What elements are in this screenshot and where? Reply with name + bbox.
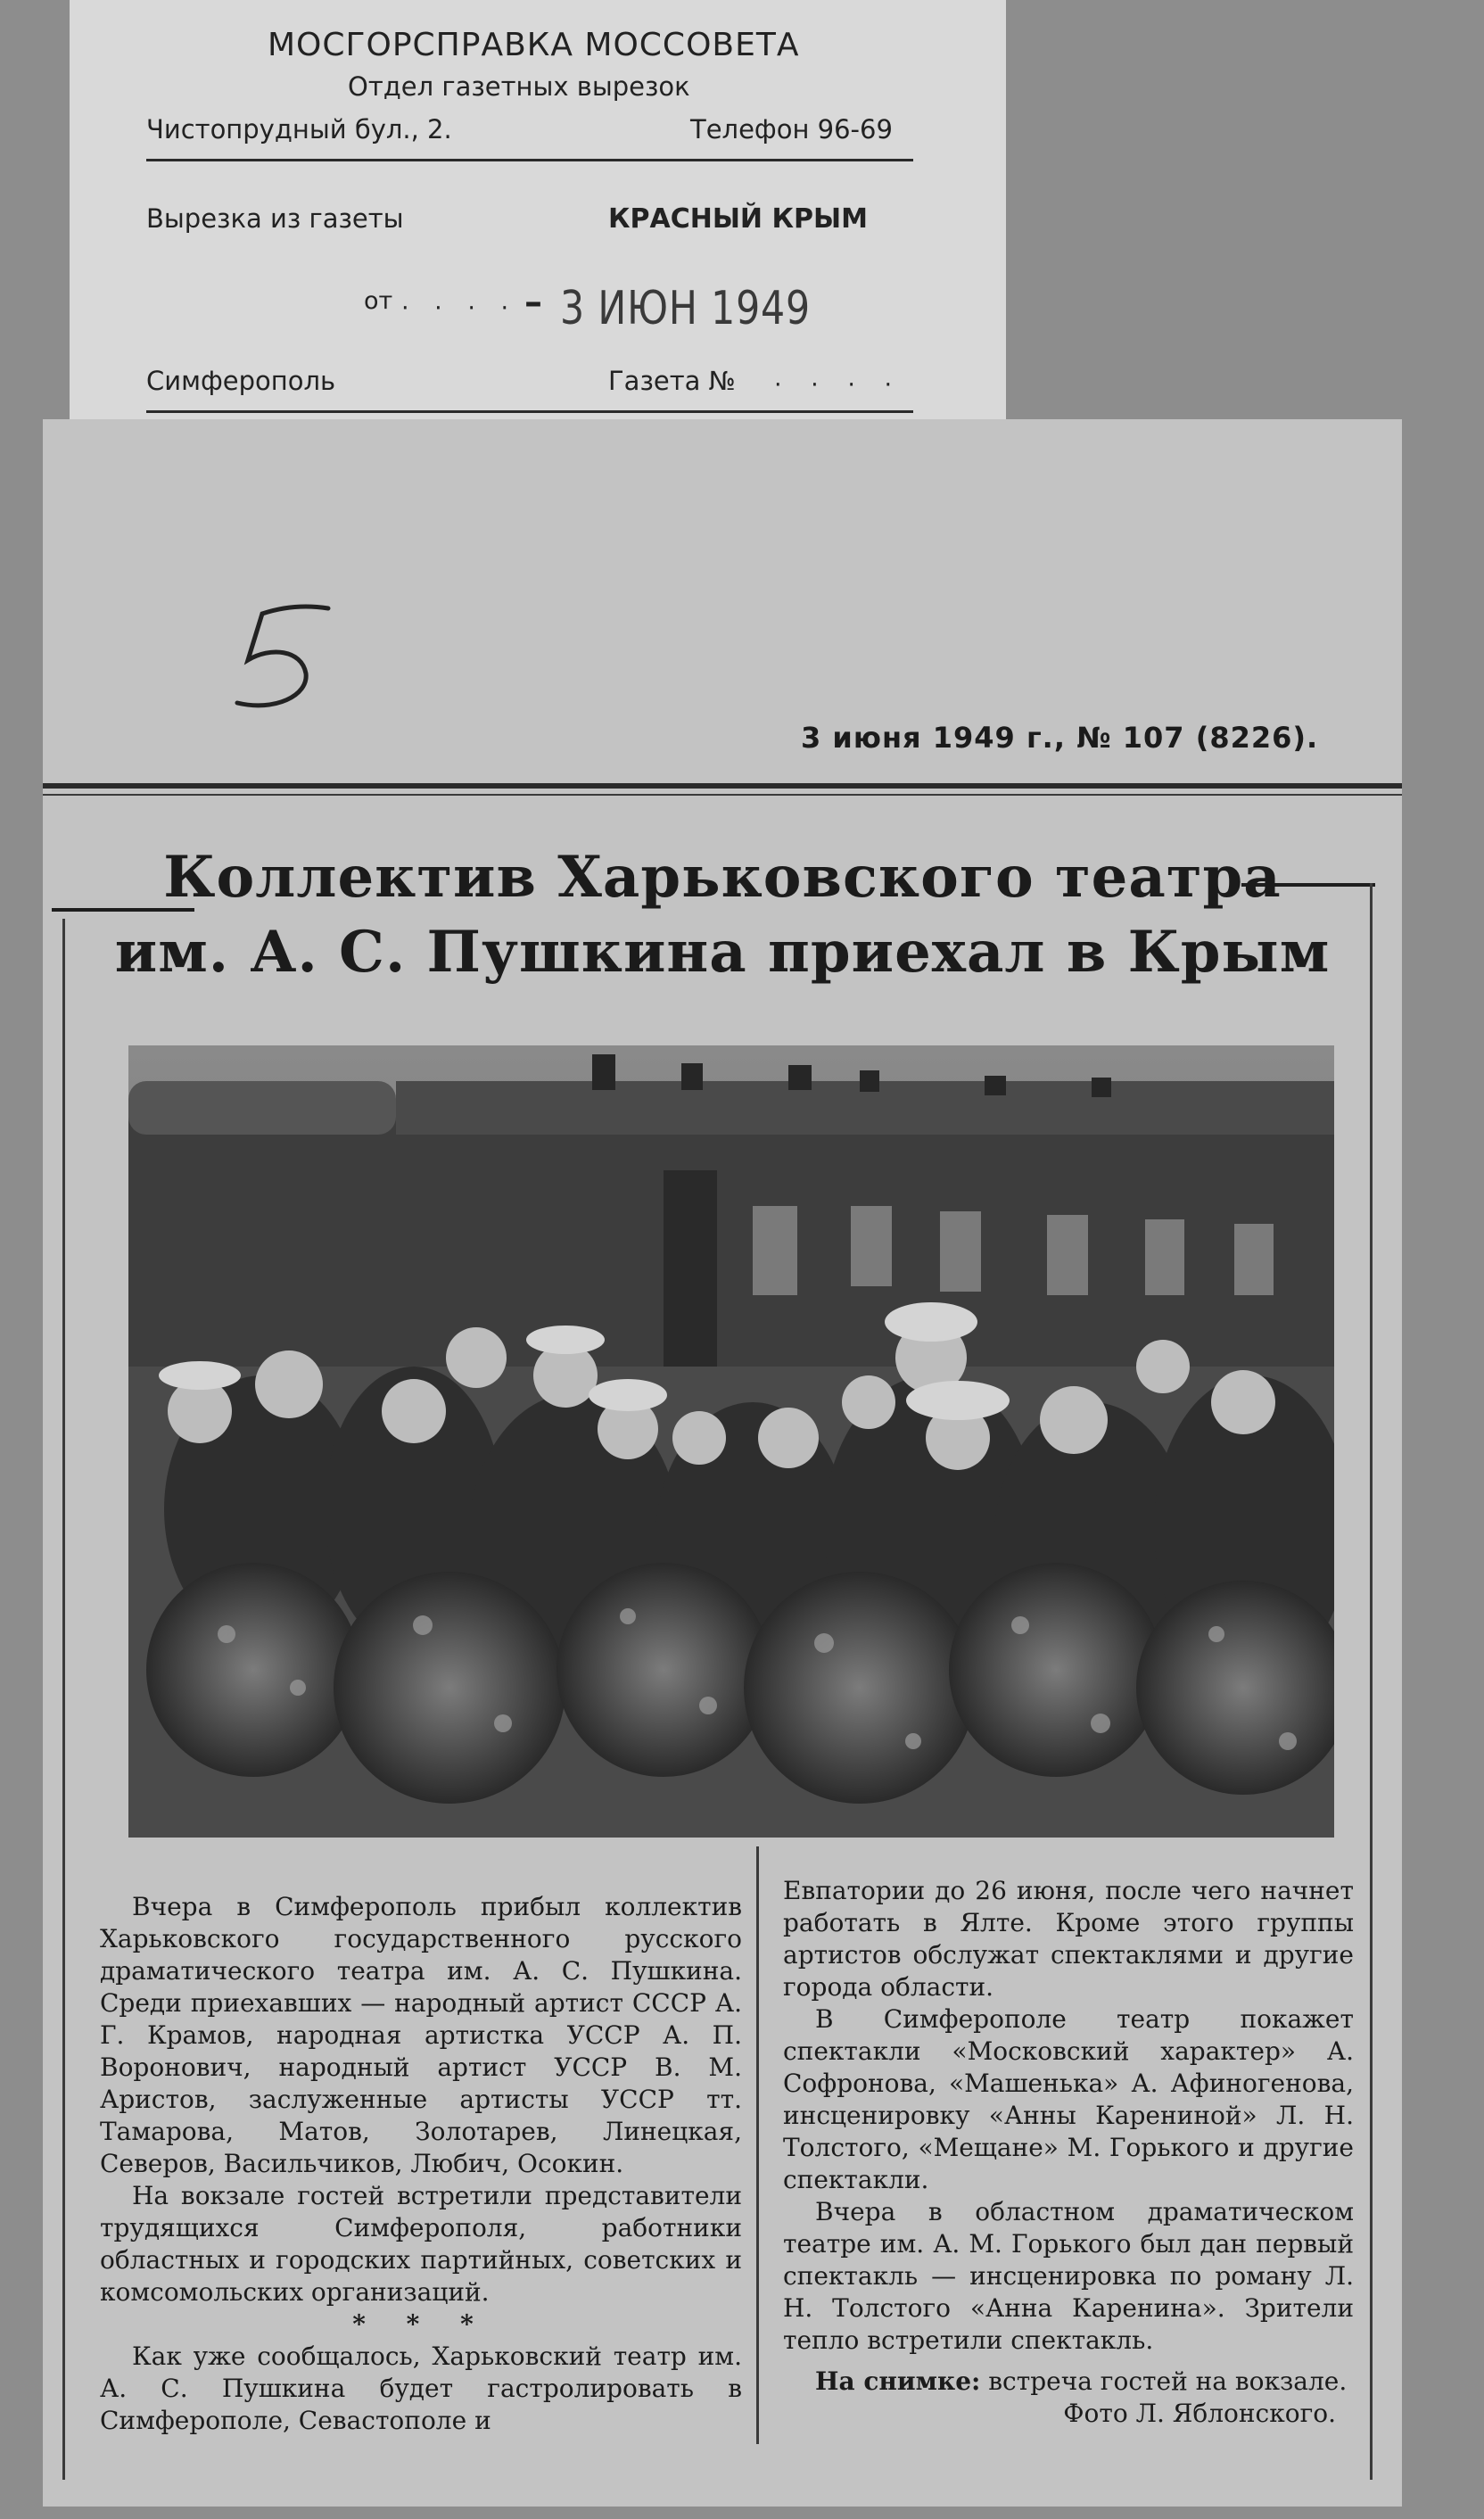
section-separator: * * * [352, 2309, 490, 2339]
issue-line: 3 июня 1949 г., № 107 (8226). [801, 721, 1319, 755]
photo-image [128, 1045, 1334, 1838]
date-stamp: 3 ИЮН 1949 [560, 282, 811, 335]
footer-rule [146, 410, 913, 413]
paragraph: Вчера в Симферополь прибыл коллектив Харьковского государственного русского драматического театра им. А. С. Пушкина. Среди приехавших — народный артист СССР А. Г. Крамов, народная артистка УССР А. П. Воронович, народный артист УССР В. М. Аристов, заслуженные артисты УССР тт. Тамарова, Матов, Золотарев, Линецкая, Северов, Васильчиков, Любич, Осокин. [100, 1892, 742, 2178]
newspaper-name: КРАСНЫЙ КРЫМ [608, 203, 868, 235]
headline-line-1: Коллектив Харьковского театра [163, 844, 1282, 911]
clipping-service-form [70, 0, 1006, 428]
headline-line-2: им. А. С. Пушкина приехал в Крым [114, 919, 1331, 986]
clipping-label: Вырезка из газеты [146, 203, 404, 234]
photo-credit: Фото Л. Яблонского. [1063, 2399, 1336, 2428]
article-right-column [783, 1875, 1354, 2430]
caption-label: На снимке: [815, 2366, 981, 2396]
agency-name: МОСГОРСПРАВКА МОССОВЕТА [268, 27, 800, 63]
page-rule [43, 783, 1402, 789]
issue-dots: · · · · [774, 371, 903, 399]
department-name: Отдел газетных вырезок [348, 71, 690, 102]
address: Чистопрудный бул., 2. [146, 114, 452, 145]
photo [128, 1045, 1334, 1838]
caption-text: встреча гостей на вокзале. [988, 2366, 1348, 2396]
column-divider [756, 1846, 759, 2444]
paragraph: На вокзале гостей встретили представители трудящихся Симферополя, работники областных и городских партийных, советских и комсомольских организаций. [100, 2181, 742, 2307]
photo-caption [783, 2366, 1354, 2398]
left-border [62, 919, 65, 2480]
paragraph: Евпатории до 26 июня, после чего начнет работать в Ялте. Кроме этого группы артистов обслужат спектаклями и другие города области. [783, 1876, 1354, 2002]
date-prefix: от [364, 287, 393, 315]
newspaper-clipping [43, 419, 1402, 2507]
article-left-column [100, 1891, 742, 2437]
phone: Телефон 96-69 [690, 114, 893, 145]
paragraph: Как уже сообщалось, Харьковский театр им. А. С. Пушкина будет гастролировать в Симферополе, Севастополе и [100, 2341, 742, 2435]
handwritten-page-number [221, 598, 337, 723]
header-rule [146, 159, 913, 161]
paragraph: Вчера в областном драматическом театре им. А. М. Горького был дан первый спектакль — инсценировка по роману Л. Н. Толстого «Анна Каренина». Зрители тепло встретили спектакль. [783, 2197, 1354, 2355]
date-dash: – [524, 282, 542, 323]
right-border [1370, 883, 1373, 2480]
date-dots: · · · · [401, 294, 518, 322]
page-rule-thin [43, 794, 1402, 796]
city: Симферополь [146, 366, 336, 396]
issue-label: Газета № [608, 366, 736, 396]
paragraph: В Симферополе театр покажет спектакли «Московский характер» А. Софронова, «Машенька» А. Афиногенова, инсценировку «Анны Карениной» Л. Н. Толстого, «Мещане» М. Горького и другие спектакли. [783, 2004, 1354, 2194]
